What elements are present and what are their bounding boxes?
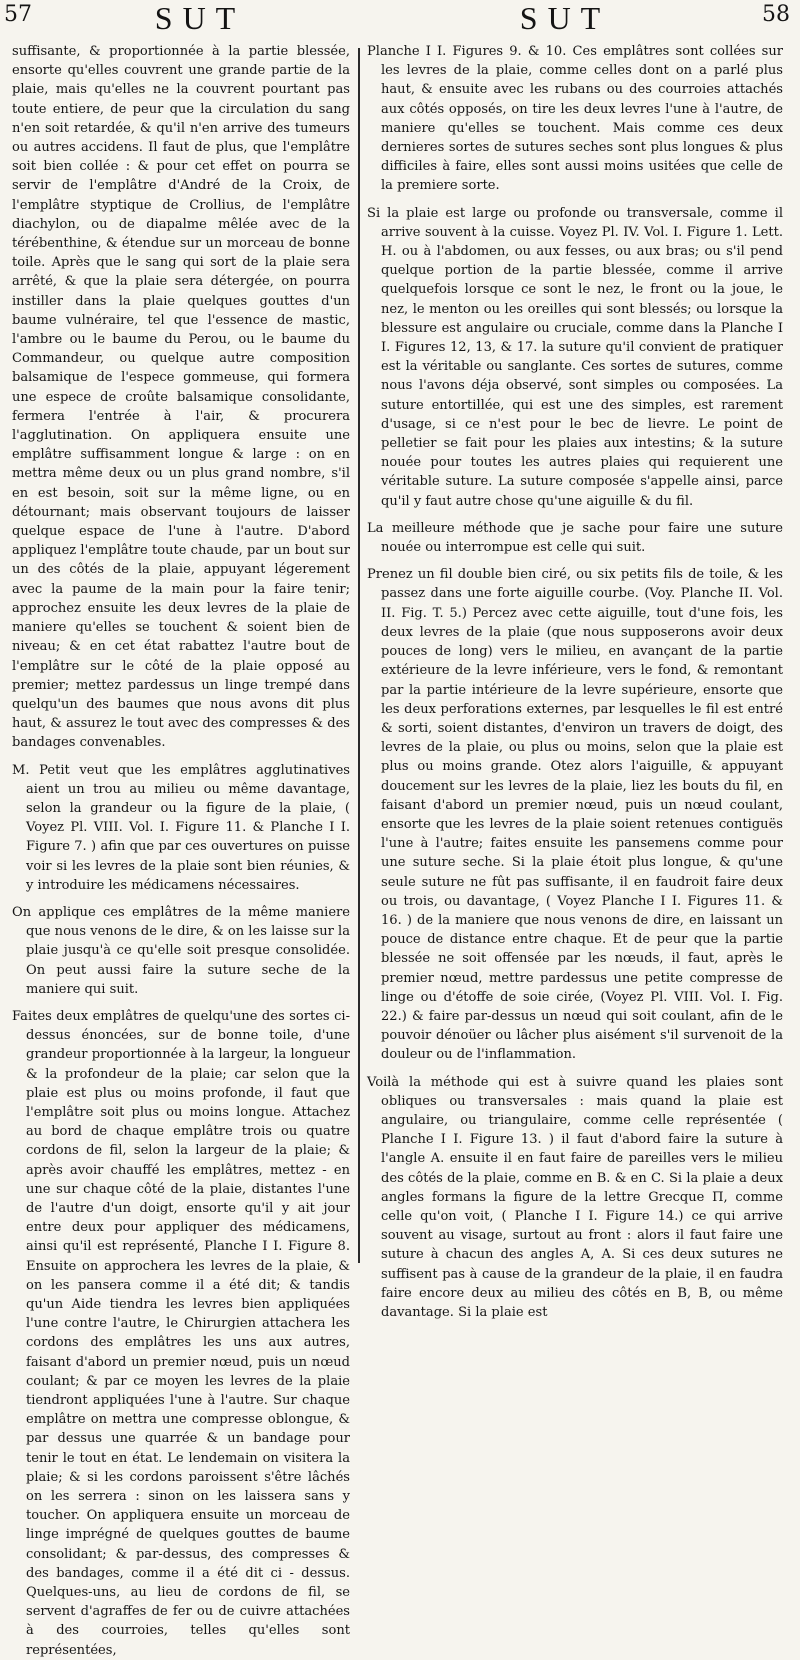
paragraph: Voilà la méthode qui est à suivre quand les plaies sont obliques ou transversales : mais quand la plaie est angulaire, ou triangulaire, comme celle représentée ( Planche I I. Figure 13. ) il faut d'abord faire la suture à l'angle A. ensuite il en faut faire de pareilles vers le milieu des côtés de la plaie, comme en B. & en C. Si la plaie a deux angles formans la figure de la lettre Grecque Π, comme celle qu'on voit, ( Planche I I. Figure 14.) ce qui arrive souvent au visage, surtout au front : alors il faut faire une suture à chacun des angles A, A. Si ces deux sutures ne suffisent pas à cause de la grandeur de la plaie, il en faudra faire encore deux au milieu des côtés en B, B, ou même davantage. Si la plaie est	[367, 1074, 783, 1320]
right-running-head: SUT	[519, 0, 611, 36]
left-page-number: 57	[4, 2, 32, 27]
paragraph: Prenez un fil double bien ciré, ou six petits fils de toile, & les passez dans une forte aiguille courbe. (Voy. Planche II. Vol. II. Fig. T. 5.) Percez avec cette aiguille, tout d'une fois, les deux levres de la plaie (que nous supposerons avoir deux pouces de long) vers le milieu, en avançant de la partie extérieure de la levre inférieure, vers le fond, & remontant par la partie intérieure de la levre supérieure, ensorte que les deux perforations externes, par lesquelles le fil est entré & sorti, soient distantes, d'environ un travers de doigt, des levres de la plaie, ou plus ou moins, selon que la plaie est plus ou moins grande. Otez alors l'aiguille, & appuyant doucement sur les levres de la plaie, liez les bouts du fil, en faisant d'abord un premier nœud, puis un nœud coulant, ensorte que les levres de la plaie soient retenues contiguës l'une à l'autre; faites ensuite les pansemens comme pour une suture seche. Si la plaie étoit plus longue, & qu'une seule suture ne fût pas suffisante, il en faudroit faire deux ou trois, ou davantage, ( Voyez Planche I I. Figures 11. & 16. ) de la maniere que nous venons de dire, en laissant un pouce de distance entre chaque. Et de peur que la partie blessée ne soit offensée par les nœuds, il faut, après le premier nœud, mettre pardessus une petite compresse de linge ou d'étoffe de soie cirée, (Voyez Pl. VIII. Vol. I. Fig. 22.) & faire par-dessus un nœud qui soit coulant, afin de le pouvoir dénoüer ou lâcher plus aisément s'il survenoit de la douleur ou de l'inflammation.	[367, 567, 783, 1063]
page-header	[0, 0, 800, 44]
right-page-number: 58	[762, 2, 790, 27]
paragraph: On applique ces emplâtres de la même maniere que nous venons de le dire, & on les laisse sur la plaie jusqu'à ce qu'elle soit presque consolidée. On peut aussi faire la suture seche de la maniere qui suit.	[12, 904, 350, 997]
paragraph: Si la plaie est large ou profonde ou transversale, comme il arrive souvent à la cuisse. Voyez Pl. IV. Vol. I. Figure 1. Lett. H. ou à l'abdomen, ou aux fesses, ou aux bras; ou s'il pend quelque portion de la partie blessée, comme il arrive quelquefois lorsque ce sont le nez, le front ou la joue, le nez, le menton ou les oreilles qui sont blessés; ou lorsque la blessure est angulaire ou cruciale, comme dans la Planche I I. Figures 12, 13, & 17. la suture qu'il convient de pratiquer est la véritable ou sanglante. Ces sortes de sutures, comme nous l'avons déja observé, sont simples ou composées. La suture entortillée, qui est une des simples, est rarement d'usage, si ce n'est pour le bec de lievre. Le point de pelletier se fait pour les plaies aux intestins; & la suture nouée pour toutes les autres plaies qui requierent une véritable suture. La suture composée s'appelle ainsi, parce qu'il y faut autre chose qu'une aiguille & du fil.	[367, 205, 783, 509]
right-text-column	[367, 42, 783, 1320]
column-divider	[358, 48, 360, 1263]
paragraph: La meilleure méthode que je sache pour faire une suture nouée ou interrompue est celle qui suit.	[367, 520, 783, 556]
left-text-column	[12, 42, 350, 1658]
left-running-head: SUT	[154, 0, 246, 36]
paragraph: suffisante, & proportionnée à la partie blessée, ensorte qu'elles couvrent une grande partie de la plaie, mais qu'elles ne la couvrent pourtant pas toute entiere, de peur que la circulation du sang n'en soit retardée, & qu'il n'en arrive des tumeurs ou autres accidens. Il faut de plus, que l'emplâtre soit bien collée : & pour cet effet on pourra se servir de l'emplâtre d'André de la Croix, de l'emplâtre styptique de Crollius, de l'emplâtre diachylon, ou de diapalme mêlée avec de la térébenthine, & étendue sur un morceau de bonne toile. Après que le sang qui sort de la plaie sera arrêté, & que la plaie sera détergée, on pourra instiller dans la plaie quelques gouttes d'un baume vulnéraire, tel que l'essence de mastic, l'ambre ou le baume du Perou, ou le baume du Commandeur, ou quelque autre composition balsamique de l'espece gommeuse, qui formera une espece de croûte balsamique consolidante, fermera l'entrée à l'air, & procurera l'agglutination. On appliquera ensuite une emplâtre suffisamment longue & large : on en mettra même deux ou un plus grand nombre, s'il en est besoin, soit sur la même ligne, ou en détournant; mais observant toujours de laisser quelque espace de l'une à l'autre. D'abord appliquez l'emplâtre toute chaude, par un bout sur un des côtés de la plaie, appuyant légerement avec la paume de la main pour la faire tenir; approchez ensuite les deux levres de la plaie de maniere qu'elles se touchent & soient bien de niveau; & en cet état rabattez l'autre bout de l'emplâtre sur le côté de la plaie opposé au premier; mettez pardessus un linge trempé dans quelqu'un des baumes que nous avons dit plus haut, & assurez le tout avec des compresses & des bandages convenables.	[12, 44, 350, 751]
paragraph: Faites deux emplâtres de quelqu'une des sortes ci-dessus énoncées, sur de bonne toile, d'une grandeur proportionnée à la largeur, la longueur & la profondeur de la plaie; car selon que la plaie est plus ou moins profonde, il faut que l'emplâtre soit plus ou moins longue. Attachez au bord de chaque emplâtre trois ou quatre cordons de fil, selon la largeur de la plaie; & après avoir chauffé les emplâtres, mettez - en une sur chaque côté de la plaie, distantes l'une de l'autre d'un doigt, ensorte qu'il y ait jour entre deux pour appliquer des médicamens, ainsi qu'il est représenté, Planche I I. Figure 8. Ensuite on approchera les levres de la plaie, & on les pansera comme il a été dit; & tandis qu'un Aide tiendra les levres bien appliquées l'une contre l'autre, le Chirurgien attachera les cordons des emplâtres les uns aux autres, faisant d'abord un premier nœud, puis un nœud coulant; & par ce moyen les levres de la plaie tiendront appliquées l'une à l'autre. Sur chaque emplâtre on mettra une compresse oblongue, & par dessus une quarrée & un bandage pour tenir le tout en état. Le lendemain on visitera la plaie; & si les cordons paroissent s'être lâchés on les serrera : sinon on les laissera sans y toucher. On appliquera ensuite un morceau de linge imprégné de quelques gouttes de baume consolidant; & par-dessus, des compresses & des bandages, comme il a été dit ci - dessus. Quelques-uns, au lieu de cordons de fil, se servent d'agraffes de fer ou de cuivre attachées à des courroies, telles qu'elles sont représentées,	[12, 1008, 350, 1658]
paragraph: M. Petit veut que les emplâtres agglutinatives aient un trou au milieu ou même davantage, selon la grandeur ou la figure de la plaie, ( Voyez Pl. VIII. Vol. I. Figure 11. & Planche I I. Figure 7. ) afin que par ces ouvertures on puisse voir si les levres de la plaie sont bien réunies, & y introduire les médicamens nécessaires.	[12, 762, 350, 893]
paragraph: Planche I I. Figures 9. & 10. Ces emplâtres sont collées sur les levres de la plaie, comme celles dont on a parlé plus haut, & ensuite avec les rubans ou des courroies attachés aux côtés opposés, on tire les deux levres l'une à l'autre, de maniere qu'elles se touchent. Mais comme ces deux dernieres sortes de sutures seches sont plus longues & plus difficiles à faire, elles sont aussi moins usitées que celle de la premiere sorte.	[367, 44, 783, 194]
